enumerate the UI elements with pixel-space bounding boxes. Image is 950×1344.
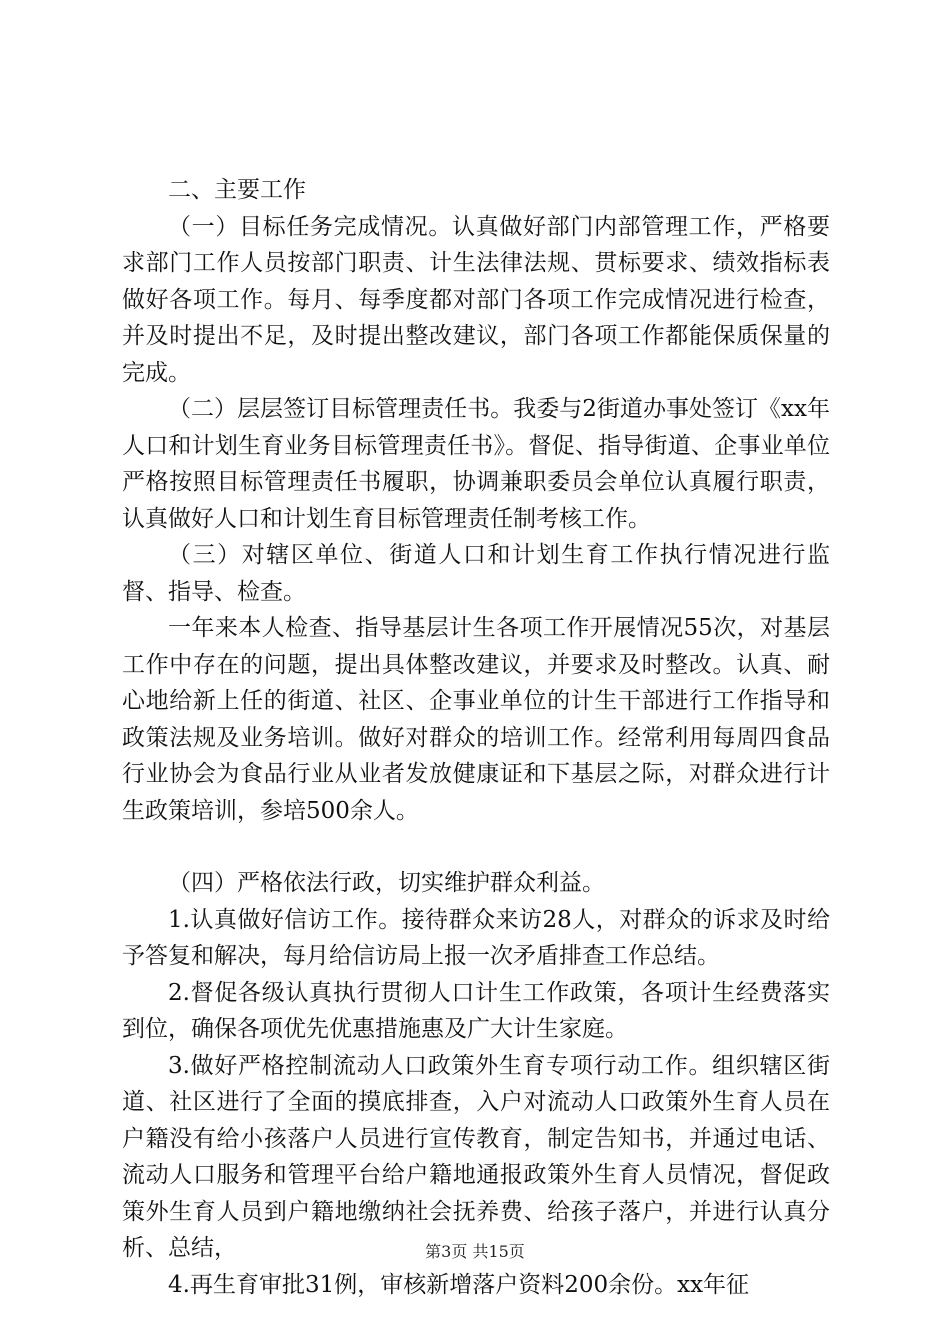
paragraph-item-3: 3.做好严格控制流动人口政策外生育专项行动工作。组织辖区街道、社区进行了全面的摸底排查，入户对流动人口政策外生育人员在户籍没有给小孩落户人员进行宣传教育，制定告知书，并通过电话、流动人口服务和管理平台给户籍地通报政策外生育人员情况，督促政策外生育人员到户籍地缴纳社会抚养费、给孩子落户，并进行认真分析、总结， [122,1052,830,1261]
paragraph-lawful-admin-heading: （四）严格依法行政，切实维护群众利益。 [168,870,605,896]
paragraph-responsibility-letter: （二）层层签订目标管理责任书。我委与2街道办事处签订《xx年人口和计划生育业务目标管理责任书》。督促、指导街道、企事业单位严格按照目标管理责任书履职，协调兼职委员会单位认真履行职责，认真做好人口和计划生育目标管理责任制考核工作。 [122,396,830,532]
paragraph-item-1: 1.认真做好信访工作。接待群众来访28人，对群众的诉求及时给予答复和解决，每月给信访局上报一次矛盾排查工作总结。 [122,906,830,969]
paragraph-item-4: 4.再生育审批31例，审核新增落户资料200余份。xx年征 [168,1271,750,1298]
page-footer [0,1242,950,1262]
section-heading: 二、主要工作 [168,177,306,203]
document-body [122,172,830,1303]
page-number-label: 第3页 共15页 [425,1242,525,1261]
paragraph-supervision-heading: （三）对辖区单位、街道人口和计划生育工作执行情况进行监督、指导、检查。 [122,542,830,605]
paragraph-target-tasks: （一）目标任务完成情况。认真做好部门内部管理工作，严格要求部门工作人员按部门职责、计生法律法规、贯标要求、绩效指标表做好各项工作。每月、每季度都对部门各项工作完成情况进行检查，并及时提出不足，及时提出整改建议，部门各项工作都能保质保量的完成。 [122,213,830,386]
paragraph-inspection-summary: 一年来本人检查、指导基层计生各项工作开展情况55次，对基层工作中存在的问题，提出具体整改建议，并要求及时整改。认真、耐心地给新上任的街道、社区、企事业单位的计生干部进行工作指导和政策法规及业务培训。做好对群众的培训工作。经常利用每周四食品行业协会为食品行业从业者发放健康证和下基层之际，对群众进行计生政策培训，参培500余人。 [122,615,830,824]
paragraph-item-2: 2.督促各级认真执行贯彻人口计生工作政策，各项计生经费落实到位，确保各项优先优惠措施惠及广大计生家庭。 [122,979,830,1042]
